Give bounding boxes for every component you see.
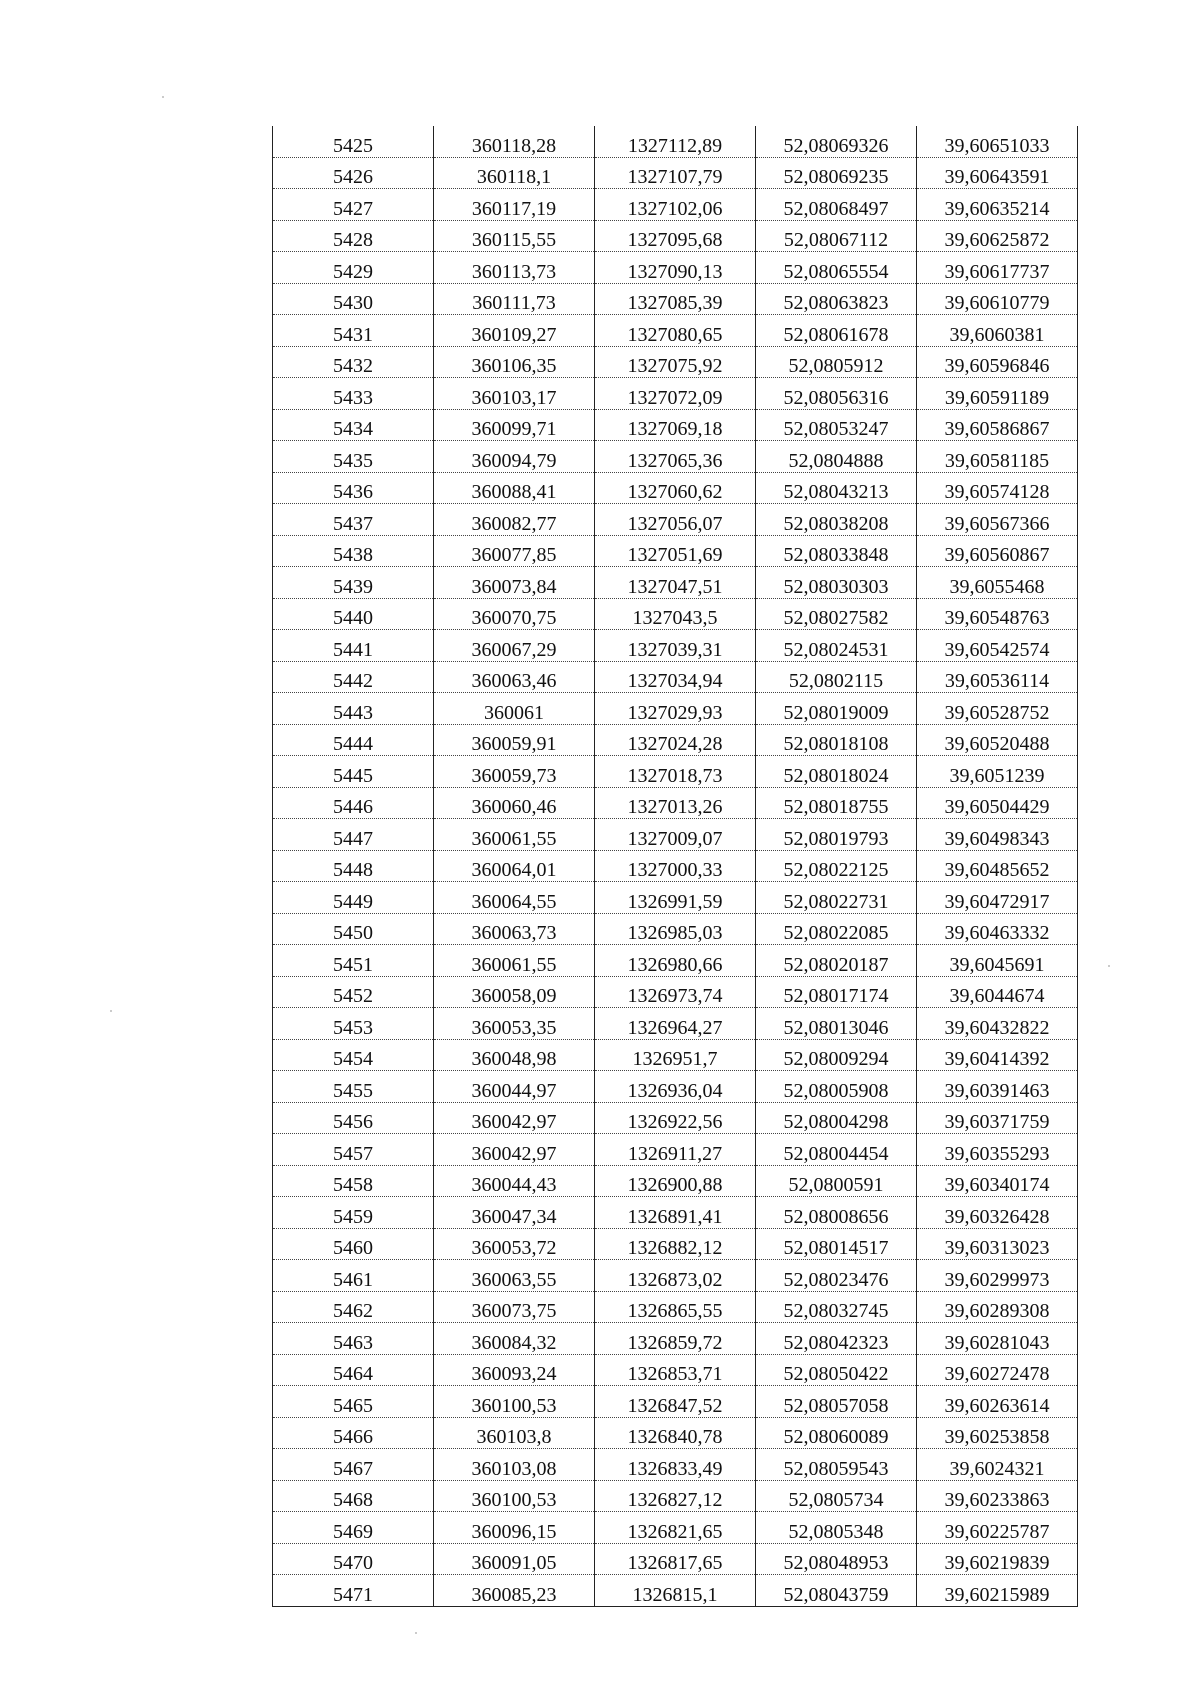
longitude-cell: 39,60414392 — [917, 1039, 1078, 1071]
longitude-cell: 39,6060381 — [917, 315, 1078, 347]
table-row — [273, 441, 1078, 473]
latitude-cell: 52,08024531 — [756, 630, 917, 662]
table-row — [273, 346, 1078, 378]
latitude-cell: 52,08065554 — [756, 252, 917, 284]
point-number-cell: 5432 — [273, 346, 434, 378]
table-row — [273, 756, 1078, 788]
longitude-cell: 39,60586867 — [917, 409, 1078, 441]
x-coordinate-cell: 360096,15 — [434, 1512, 595, 1544]
longitude-cell: 39,60233863 — [917, 1480, 1078, 1512]
x-coordinate-cell: 360118,28 — [434, 126, 595, 157]
longitude-cell: 39,60643591 — [917, 157, 1078, 189]
x-coordinate-cell: 360103,8 — [434, 1417, 595, 1449]
y-coordinate-cell: 1326815,1 — [595, 1575, 756, 1607]
y-coordinate-cell: 1326817,65 — [595, 1543, 756, 1575]
longitude-cell: 39,60272478 — [917, 1354, 1078, 1386]
y-coordinate-cell: 1327090,13 — [595, 252, 756, 284]
y-coordinate-cell: 1327060,62 — [595, 472, 756, 504]
point-number-cell: 5458 — [273, 1165, 434, 1197]
point-number-cell: 5454 — [273, 1039, 434, 1071]
y-coordinate-cell: 1327043,5 — [595, 598, 756, 630]
latitude-cell: 52,0805734 — [756, 1480, 917, 1512]
latitude-cell: 52,0804888 — [756, 441, 917, 473]
latitude-cell: 52,08027582 — [756, 598, 917, 630]
longitude-cell: 39,60536114 — [917, 661, 1078, 693]
x-coordinate-cell: 360073,75 — [434, 1291, 595, 1323]
latitude-cell: 52,08030303 — [756, 567, 917, 599]
point-number-cell: 5435 — [273, 441, 434, 473]
y-coordinate-cell: 1326985,03 — [595, 913, 756, 945]
x-coordinate-cell: 360044,43 — [434, 1165, 595, 1197]
latitude-cell: 52,08019009 — [756, 693, 917, 725]
latitude-cell: 52,08060089 — [756, 1417, 917, 1449]
table-row — [273, 472, 1078, 504]
y-coordinate-cell: 1327018,73 — [595, 756, 756, 788]
longitude-cell: 39,60528752 — [917, 693, 1078, 725]
table-row — [273, 1291, 1078, 1323]
point-number-cell: 5448 — [273, 850, 434, 882]
longitude-cell: 39,60548763 — [917, 598, 1078, 630]
point-number-cell: 5452 — [273, 976, 434, 1008]
y-coordinate-cell: 1326900,88 — [595, 1165, 756, 1197]
table-row — [273, 378, 1078, 410]
longitude-cell: 39,60463332 — [917, 913, 1078, 945]
longitude-cell: 39,60299973 — [917, 1260, 1078, 1292]
y-coordinate-cell: 1327102,06 — [595, 189, 756, 221]
point-number-cell: 5457 — [273, 1134, 434, 1166]
table-row — [273, 1228, 1078, 1260]
point-number-cell: 5466 — [273, 1417, 434, 1449]
latitude-cell: 52,08069235 — [756, 157, 917, 189]
longitude-cell: 39,60651033 — [917, 126, 1078, 157]
x-coordinate-cell: 360060,46 — [434, 787, 595, 819]
x-coordinate-cell: 360094,79 — [434, 441, 595, 473]
y-coordinate-cell: 1327112,89 — [595, 126, 756, 157]
point-number-cell: 5433 — [273, 378, 434, 410]
x-coordinate-cell: 360100,53 — [434, 1480, 595, 1512]
longitude-cell: 39,60625872 — [917, 220, 1078, 252]
y-coordinate-cell: 1326936,04 — [595, 1071, 756, 1103]
scan-speck — [110, 1010, 112, 1012]
x-coordinate-cell: 360063,73 — [434, 913, 595, 945]
longitude-cell: 39,60591189 — [917, 378, 1078, 410]
y-coordinate-cell: 1327065,36 — [595, 441, 756, 473]
table-row — [273, 1039, 1078, 1071]
latitude-cell: 52,08063823 — [756, 283, 917, 315]
point-number-cell: 5460 — [273, 1228, 434, 1260]
latitude-cell: 52,08068497 — [756, 189, 917, 221]
table-row — [273, 693, 1078, 725]
point-number-cell: 5430 — [273, 283, 434, 315]
latitude-cell: 52,08023476 — [756, 1260, 917, 1292]
latitude-cell: 52,08059543 — [756, 1449, 917, 1481]
point-number-cell: 5461 — [273, 1260, 434, 1292]
x-coordinate-cell: 360063,55 — [434, 1260, 595, 1292]
longitude-cell: 39,6051239 — [917, 756, 1078, 788]
latitude-cell: 52,0805348 — [756, 1512, 917, 1544]
y-coordinate-cell: 1327080,65 — [595, 315, 756, 347]
y-coordinate-cell: 1326891,41 — [595, 1197, 756, 1229]
latitude-cell: 52,08043213 — [756, 472, 917, 504]
table-row — [273, 976, 1078, 1008]
table-row — [273, 535, 1078, 567]
point-number-cell: 5456 — [273, 1102, 434, 1134]
scan-speck — [162, 96, 164, 98]
table-row — [273, 504, 1078, 536]
table-row — [273, 598, 1078, 630]
point-number-cell: 5427 — [273, 189, 434, 221]
x-coordinate-cell: 360053,35 — [434, 1008, 595, 1040]
x-coordinate-cell: 360077,85 — [434, 535, 595, 567]
longitude-cell: 39,6055468 — [917, 567, 1078, 599]
longitude-cell: 39,60542574 — [917, 630, 1078, 662]
longitude-cell: 39,60281043 — [917, 1323, 1078, 1355]
y-coordinate-cell: 1326840,78 — [595, 1417, 756, 1449]
y-coordinate-cell: 1327069,18 — [595, 409, 756, 441]
table-row — [273, 787, 1078, 819]
table-row — [273, 1260, 1078, 1292]
longitude-cell: 39,60340174 — [917, 1165, 1078, 1197]
x-coordinate-cell: 360091,05 — [434, 1543, 595, 1575]
x-coordinate-cell: 360100,53 — [434, 1386, 595, 1418]
table-row — [273, 1449, 1078, 1481]
table-row — [273, 724, 1078, 756]
x-coordinate-cell: 360063,46 — [434, 661, 595, 693]
scan-speck — [415, 1632, 417, 1634]
longitude-cell: 39,60504429 — [917, 787, 1078, 819]
table-row — [273, 1197, 1078, 1229]
latitude-cell: 52,08004298 — [756, 1102, 917, 1134]
latitude-cell: 52,0802115 — [756, 661, 917, 693]
latitude-cell: 52,08056316 — [756, 378, 917, 410]
x-coordinate-cell: 360103,08 — [434, 1449, 595, 1481]
y-coordinate-cell: 1327051,69 — [595, 535, 756, 567]
latitude-cell: 52,08067112 — [756, 220, 917, 252]
table-row — [273, 283, 1078, 315]
table-row — [273, 1165, 1078, 1197]
longitude-cell: 39,60472917 — [917, 882, 1078, 914]
x-coordinate-cell: 360042,97 — [434, 1102, 595, 1134]
table-row — [273, 220, 1078, 252]
latitude-cell: 52,08043759 — [756, 1575, 917, 1607]
point-number-cell: 5444 — [273, 724, 434, 756]
longitude-cell: 39,60567366 — [917, 504, 1078, 536]
latitude-cell: 52,08004454 — [756, 1134, 917, 1166]
y-coordinate-cell: 1327056,07 — [595, 504, 756, 536]
latitude-cell: 52,08018108 — [756, 724, 917, 756]
x-coordinate-cell: 360048,98 — [434, 1039, 595, 1071]
x-coordinate-cell: 360070,75 — [434, 598, 595, 630]
point-number-cell: 5425 — [273, 126, 434, 157]
x-coordinate-cell: 360058,09 — [434, 976, 595, 1008]
latitude-cell: 52,08008656 — [756, 1197, 917, 1229]
longitude-cell: 39,60485652 — [917, 850, 1078, 882]
latitude-cell: 52,08018024 — [756, 756, 917, 788]
table-row — [273, 1417, 1078, 1449]
latitude-cell: 52,0800591 — [756, 1165, 917, 1197]
point-number-cell: 5426 — [273, 157, 434, 189]
point-number-cell: 5465 — [273, 1386, 434, 1418]
y-coordinate-cell: 1327000,33 — [595, 850, 756, 882]
x-coordinate-cell: 360115,55 — [434, 220, 595, 252]
x-coordinate-cell: 360085,23 — [434, 1575, 595, 1607]
point-number-cell: 5441 — [273, 630, 434, 662]
latitude-cell: 52,08042323 — [756, 1323, 917, 1355]
y-coordinate-cell: 1326833,49 — [595, 1449, 756, 1481]
table-row — [273, 630, 1078, 662]
longitude-cell: 39,60326428 — [917, 1197, 1078, 1229]
latitude-cell: 52,08069326 — [756, 126, 917, 157]
latitude-cell: 52,08022731 — [756, 882, 917, 914]
longitude-cell: 39,6024321 — [917, 1449, 1078, 1481]
point-number-cell: 5453 — [273, 1008, 434, 1040]
longitude-cell: 39,60289308 — [917, 1291, 1078, 1323]
y-coordinate-cell: 1326922,56 — [595, 1102, 756, 1134]
x-coordinate-cell: 360082,77 — [434, 504, 595, 536]
point-number-cell: 5443 — [273, 693, 434, 725]
point-number-cell: 5468 — [273, 1480, 434, 1512]
point-number-cell: 5469 — [273, 1512, 434, 1544]
point-number-cell: 5429 — [273, 252, 434, 284]
table-row — [273, 1575, 1078, 1607]
y-coordinate-cell: 1327009,07 — [595, 819, 756, 851]
y-coordinate-cell: 1326973,74 — [595, 976, 756, 1008]
table-row — [273, 189, 1078, 221]
x-coordinate-cell: 360117,19 — [434, 189, 595, 221]
point-number-cell: 5449 — [273, 882, 434, 914]
y-coordinate-cell: 1326865,55 — [595, 1291, 756, 1323]
scan-speck — [1108, 965, 1110, 967]
x-coordinate-cell: 360113,73 — [434, 252, 595, 284]
point-number-cell: 5428 — [273, 220, 434, 252]
latitude-cell: 52,0805912 — [756, 346, 917, 378]
longitude-cell: 39,60371759 — [917, 1102, 1078, 1134]
table-row — [273, 945, 1078, 977]
x-coordinate-cell: 360061 — [434, 693, 595, 725]
point-number-cell: 5451 — [273, 945, 434, 977]
longitude-cell: 39,60617737 — [917, 252, 1078, 284]
longitude-cell: 39,60263614 — [917, 1386, 1078, 1418]
latitude-cell: 52,08018755 — [756, 787, 917, 819]
point-number-cell: 5442 — [273, 661, 434, 693]
point-number-cell: 5459 — [273, 1197, 434, 1229]
y-coordinate-cell: 1327107,79 — [595, 157, 756, 189]
latitude-cell: 52,08022125 — [756, 850, 917, 882]
point-number-cell: 5450 — [273, 913, 434, 945]
x-coordinate-cell: 360059,73 — [434, 756, 595, 788]
y-coordinate-cell: 1327034,94 — [595, 661, 756, 693]
longitude-cell: 39,60596846 — [917, 346, 1078, 378]
point-number-cell: 5455 — [273, 1071, 434, 1103]
longitude-cell: 39,60498343 — [917, 819, 1078, 851]
longitude-cell: 39,60432822 — [917, 1008, 1078, 1040]
x-coordinate-cell: 360042,97 — [434, 1134, 595, 1166]
y-coordinate-cell: 1327024,28 — [595, 724, 756, 756]
point-number-cell: 5438 — [273, 535, 434, 567]
point-number-cell: 5436 — [273, 472, 434, 504]
table-row — [273, 882, 1078, 914]
longitude-cell: 39,60225787 — [917, 1512, 1078, 1544]
point-number-cell: 5470 — [273, 1543, 434, 1575]
x-coordinate-cell: 360067,29 — [434, 630, 595, 662]
table-row — [273, 1102, 1078, 1134]
table-row — [273, 409, 1078, 441]
table-row — [273, 1071, 1078, 1103]
y-coordinate-cell: 1327013,26 — [595, 787, 756, 819]
point-number-cell: 5467 — [273, 1449, 434, 1481]
latitude-cell: 52,08022085 — [756, 913, 917, 945]
table-row — [273, 1386, 1078, 1418]
x-coordinate-cell: 360064,01 — [434, 850, 595, 882]
point-number-cell: 5447 — [273, 819, 434, 851]
point-number-cell: 5445 — [273, 756, 434, 788]
table-row — [273, 157, 1078, 189]
x-coordinate-cell: 360109,27 — [434, 315, 595, 347]
point-number-cell: 5464 — [273, 1354, 434, 1386]
y-coordinate-cell: 1326821,65 — [595, 1512, 756, 1544]
longitude-cell: 39,60574128 — [917, 472, 1078, 504]
y-coordinate-cell: 1326980,66 — [595, 945, 756, 977]
x-coordinate-cell: 360118,1 — [434, 157, 595, 189]
table-row — [273, 1008, 1078, 1040]
table-row — [273, 661, 1078, 693]
y-coordinate-cell: 1326827,12 — [595, 1480, 756, 1512]
x-coordinate-cell: 360061,55 — [434, 819, 595, 851]
y-coordinate-cell: 1326853,71 — [595, 1354, 756, 1386]
point-number-cell: 5440 — [273, 598, 434, 630]
longitude-cell: 39,60391463 — [917, 1071, 1078, 1103]
latitude-cell: 52,08019793 — [756, 819, 917, 851]
table-row — [273, 1354, 1078, 1386]
latitude-cell: 52,08048953 — [756, 1543, 917, 1575]
point-number-cell: 5439 — [273, 567, 434, 599]
y-coordinate-cell: 1327085,39 — [595, 283, 756, 315]
table-row — [273, 850, 1078, 882]
latitude-cell: 52,08020187 — [756, 945, 917, 977]
longitude-cell: 39,60253858 — [917, 1417, 1078, 1449]
y-coordinate-cell: 1327047,51 — [595, 567, 756, 599]
longitude-cell: 39,60581185 — [917, 441, 1078, 473]
x-coordinate-cell: 360059,91 — [434, 724, 595, 756]
y-coordinate-cell: 1327075,92 — [595, 346, 756, 378]
y-coordinate-cell: 1326991,59 — [595, 882, 756, 914]
latitude-cell: 52,08014517 — [756, 1228, 917, 1260]
table-row — [273, 1480, 1078, 1512]
y-coordinate-cell: 1326911,27 — [595, 1134, 756, 1166]
latitude-cell: 52,08053247 — [756, 409, 917, 441]
x-coordinate-cell: 360061,55 — [434, 945, 595, 977]
x-coordinate-cell: 360053,72 — [434, 1228, 595, 1260]
latitude-cell: 52,08057058 — [756, 1386, 917, 1418]
point-number-cell: 5446 — [273, 787, 434, 819]
latitude-cell: 52,08017174 — [756, 976, 917, 1008]
point-number-cell: 5462 — [273, 1291, 434, 1323]
latitude-cell: 52,08032745 — [756, 1291, 917, 1323]
x-coordinate-cell: 360106,35 — [434, 346, 595, 378]
table-row — [273, 567, 1078, 599]
latitude-cell: 52,08005908 — [756, 1071, 917, 1103]
table-row — [273, 1323, 1078, 1355]
longitude-cell: 39,60355293 — [917, 1134, 1078, 1166]
y-coordinate-cell: 1326964,27 — [595, 1008, 756, 1040]
x-coordinate-cell: 360103,17 — [434, 378, 595, 410]
point-number-cell: 5431 — [273, 315, 434, 347]
longitude-cell: 39,60635214 — [917, 189, 1078, 221]
longitude-cell: 39,60560867 — [917, 535, 1078, 567]
latitude-cell: 52,08013046 — [756, 1008, 917, 1040]
latitude-cell: 52,08033848 — [756, 535, 917, 567]
table-row — [273, 913, 1078, 945]
latitude-cell: 52,08009294 — [756, 1039, 917, 1071]
x-coordinate-cell: 360047,34 — [434, 1197, 595, 1229]
y-coordinate-cell: 1327029,93 — [595, 693, 756, 725]
x-coordinate-cell: 360088,41 — [434, 472, 595, 504]
x-coordinate-cell: 360044,97 — [434, 1071, 595, 1103]
longitude-cell: 39,6045691 — [917, 945, 1078, 977]
y-coordinate-cell: 1327072,09 — [595, 378, 756, 410]
y-coordinate-cell: 1327095,68 — [595, 220, 756, 252]
table-row — [273, 126, 1078, 157]
longitude-cell: 39,60520488 — [917, 724, 1078, 756]
x-coordinate-cell: 360093,24 — [434, 1354, 595, 1386]
longitude-cell: 39,6044674 — [917, 976, 1078, 1008]
y-coordinate-cell: 1326847,52 — [595, 1386, 756, 1418]
y-coordinate-cell: 1326951,7 — [595, 1039, 756, 1071]
longitude-cell: 39,60215989 — [917, 1575, 1078, 1607]
x-coordinate-cell: 360084,32 — [434, 1323, 595, 1355]
y-coordinate-cell: 1326873,02 — [595, 1260, 756, 1292]
longitude-cell: 39,60219839 — [917, 1543, 1078, 1575]
y-coordinate-cell: 1326859,72 — [595, 1323, 756, 1355]
point-number-cell: 5437 — [273, 504, 434, 536]
table-row — [273, 819, 1078, 851]
x-coordinate-cell: 360064,55 — [434, 882, 595, 914]
coordinates-table — [272, 126, 1078, 1607]
x-coordinate-cell: 360099,71 — [434, 409, 595, 441]
table-row — [273, 1512, 1078, 1544]
latitude-cell: 52,08061678 — [756, 315, 917, 347]
point-number-cell: 5434 — [273, 409, 434, 441]
longitude-cell: 39,60313023 — [917, 1228, 1078, 1260]
table-row — [273, 315, 1078, 347]
table-row — [273, 252, 1078, 284]
latitude-cell: 52,08050422 — [756, 1354, 917, 1386]
latitude-cell: 52,08038208 — [756, 504, 917, 536]
y-coordinate-cell: 1327039,31 — [595, 630, 756, 662]
x-coordinate-cell: 360073,84 — [434, 567, 595, 599]
longitude-cell: 39,60610779 — [917, 283, 1078, 315]
point-number-cell: 5463 — [273, 1323, 434, 1355]
y-coordinate-cell: 1326882,12 — [595, 1228, 756, 1260]
x-coordinate-cell: 360111,73 — [434, 283, 595, 315]
coordinates-table-body — [273, 126, 1078, 1606]
table-row — [273, 1543, 1078, 1575]
point-number-cell: 5471 — [273, 1575, 434, 1607]
table-row — [273, 1134, 1078, 1166]
